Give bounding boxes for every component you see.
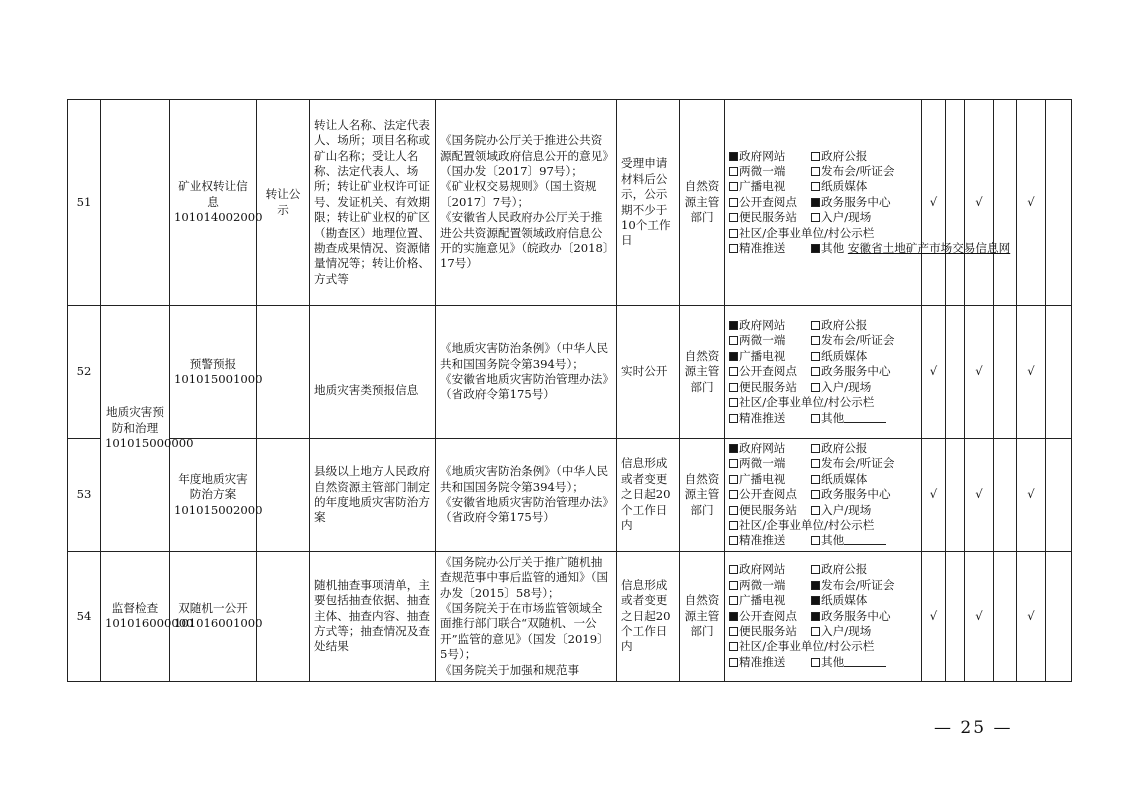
mark-cell: √ (922, 306, 946, 439)
empty-box-icon (729, 182, 738, 191)
channel-label: 公开查阅点 (739, 194, 797, 209)
mark-cell (994, 100, 1017, 306)
mark-cell: √ (922, 551, 946, 681)
department-cell: 自然资源主管部门 (680, 100, 725, 306)
channel-label: 便民服务站 (739, 502, 797, 517)
content-cell: 随机抽查事项清单，主要包括抽查依据、抽查主体、抽查内容、抽查方式等；抽查情况及查处结果 (310, 551, 436, 681)
sub-item-cell (257, 306, 310, 439)
mark-cell (1046, 100, 1072, 306)
mark-cell: √ (1017, 439, 1046, 552)
empty-box-icon (811, 367, 820, 376)
channel-row (729, 609, 917, 624)
channel-row (729, 333, 917, 348)
channel-option-broadcast (729, 472, 811, 487)
empty-box-icon (811, 213, 820, 222)
channels-cell (725, 551, 922, 681)
channel-option-other (811, 533, 886, 548)
channel-row (729, 593, 917, 608)
empty-box-icon (729, 627, 738, 636)
channel-label: 广播电视 (739, 471, 786, 486)
channel-label: 公开查阅点 (739, 608, 797, 623)
channel-label: 广播电视 (739, 179, 786, 194)
channel-label: 社区/企事业单位/村公示栏 (739, 225, 875, 240)
empty-box-icon (729, 336, 738, 345)
channel-label: 广播电视 (739, 348, 786, 363)
page-number: — 25 — (934, 718, 1013, 738)
channels-cell (725, 439, 922, 552)
channel-label: 发布会/听证会 (821, 577, 895, 592)
item-cell: 预警预报 101015001000 (170, 306, 257, 439)
empty-box-icon (729, 383, 738, 392)
channel-label: 政府公报 (821, 441, 868, 455)
checked-box-icon (811, 244, 820, 253)
channel-option-press (811, 456, 894, 471)
mark-cell: √ (1017, 306, 1046, 439)
channel-label: 纸质媒体 (821, 593, 868, 608)
channel-label: 两微一端 (739, 577, 786, 592)
department-cell: 自然资源主管部门 (680, 439, 725, 552)
channel-label: 政府网站 (739, 562, 786, 577)
channel-label: 公开查阅点 (739, 487, 797, 502)
channel-label: 政务服务中心 (821, 194, 891, 209)
empty-box-icon (729, 565, 738, 574)
empty-box-icon (811, 167, 820, 176)
channel-row (729, 226, 917, 241)
legal-basis-cell: 《国务院办公厅关于推广随机抽查规范事中事后监管的通知》（国办发〔2015〕58号）； 《国务院关于在市场监管领域全面推行部门联合“双随机、一公开”监管的意见》（国发〔2019〕5号）； 《国务院关于加强和规范事 (436, 551, 617, 681)
channel-option-convenience (729, 210, 811, 225)
channel-label: 发布会/听证会 (821, 163, 895, 178)
channel-label: 公开查阅点 (739, 364, 797, 379)
channel-label: 其他 (821, 654, 845, 669)
channel-option-press (811, 164, 894, 179)
empty-box-icon (811, 182, 820, 191)
empty-box-icon (811, 321, 820, 330)
sub-item-cell (257, 439, 310, 552)
channel-row (729, 210, 917, 225)
empty-box-icon (811, 414, 820, 423)
blank-line (844, 412, 886, 423)
channel-option-press (811, 578, 894, 593)
channel-option-paper (811, 179, 867, 194)
channel-label: 其他 (821, 241, 845, 256)
channel-row (729, 395, 917, 410)
checked-box-icon (729, 352, 738, 361)
checked-box-icon (811, 596, 820, 605)
channel-label: 政务服务中心 (821, 608, 891, 623)
channel-label: 纸质媒体 (821, 179, 868, 194)
mark-cell: √ (922, 439, 946, 552)
channel-option-community (729, 639, 874, 654)
channel-option-service-center (811, 487, 891, 502)
channel-option-door (811, 503, 871, 518)
empty-box-icon (811, 475, 820, 484)
table-row (68, 100, 1072, 306)
blank-line (844, 656, 886, 667)
empty-box-icon (729, 414, 738, 423)
mark-cell (994, 306, 1017, 439)
channel-option-gov-site (729, 441, 811, 456)
channel-label: 便民服务站 (739, 379, 797, 394)
empty-box-icon (811, 444, 820, 453)
channel-option-gov-bulletin (811, 562, 867, 577)
channel-row (729, 349, 917, 364)
content-cell: 转让人名称、法定代表人、场所；项目名称或矿山名称；受让人名称、法定代表人、场所；转让矿业权许可证号、发证机关、有效期限；转让矿业权的矿区（勘查区）地理位置、勘查成果情况、资源储量情况等；转让价格、方式等 (310, 100, 436, 306)
channel-option-gov-site (729, 562, 811, 577)
channel-label: 政府公报 (821, 148, 868, 163)
channel-option-precise (729, 241, 811, 256)
channel-row (729, 380, 917, 395)
empty-box-icon (729, 581, 738, 590)
channel-option-broadcast (729, 593, 811, 608)
department-cell: 自然资源主管部门 (680, 306, 725, 439)
channel-option-reading (729, 609, 811, 624)
checked-box-icon (729, 612, 738, 621)
channel-row (729, 364, 917, 379)
channel-label: 入户/现场 (821, 624, 872, 639)
category-cell-supervision: 监督检查 101016000000 (101, 551, 170, 681)
channel-option-service-center (811, 609, 891, 624)
empty-box-icon (729, 459, 738, 468)
checked-box-icon (811, 198, 820, 207)
channel-option-reading (729, 195, 811, 210)
item-cell: 双随机一公开 101016001000 (170, 551, 257, 681)
time-limit-cell: 受理申请材料后公示，公示期不少于10个工作日 (617, 100, 680, 306)
channel-option-broadcast (729, 349, 811, 364)
channel-option-precise (729, 533, 811, 548)
empty-box-icon (811, 352, 820, 361)
channel-label: 发布会/听证会 (821, 333, 895, 348)
channel-option-door (811, 210, 871, 225)
channel-row (729, 149, 917, 164)
channel-label: 社区/企事业单位/村公示栏 (739, 639, 875, 654)
channel-option-paper (811, 593, 867, 608)
mark-cell: √ (965, 439, 994, 552)
channel-option-paper (811, 349, 867, 364)
channel-label: 政府网站 (739, 148, 786, 163)
time-limit-cell: 信息形成或者变更之日起20个工作日内 (617, 439, 680, 552)
channel-row (729, 562, 917, 577)
channel-option-precise (729, 655, 811, 670)
row-number: 54 (68, 551, 101, 681)
empty-box-icon (811, 459, 820, 468)
empty-box-icon (811, 627, 820, 636)
mark-cell (1046, 439, 1072, 552)
empty-box-icon (811, 658, 820, 667)
legal-basis-cell: 《地质灾害防治条例》（中华人民共和国国务院令第394号）； 《安徽省地质灾害防治管理办法》（省政府令第175号） (436, 306, 617, 439)
empty-box-icon (729, 521, 738, 530)
channel-option-convenience (729, 503, 811, 518)
channel-option-gov-bulletin (811, 441, 867, 456)
channel-row (729, 164, 917, 179)
sub-item-cell (257, 551, 310, 681)
channel-option-two-micro (729, 578, 811, 593)
channel-option-door (811, 380, 871, 395)
empty-box-icon (811, 565, 820, 574)
table-row (68, 439, 1072, 552)
channel-option-gov-site (729, 149, 811, 164)
channel-option-convenience (729, 380, 811, 395)
channel-label: 广播电视 (739, 593, 786, 608)
channel-option-other (811, 241, 1010, 256)
channel-label: 精准推送 (739, 241, 786, 256)
table-row (68, 306, 1072, 439)
mark-cell (946, 439, 965, 552)
empty-box-icon (729, 490, 738, 499)
channel-label: 入户/现场 (821, 210, 872, 225)
channel-option-community (729, 518, 874, 533)
sub-item-cell: 转让公示 (257, 100, 310, 306)
empty-box-icon (811, 152, 820, 161)
channel-option-gov-bulletin (811, 149, 867, 164)
mark-cell (946, 100, 965, 306)
channel-option-precise (729, 411, 811, 426)
channel-row (729, 503, 917, 518)
channel-label: 政务服务中心 (821, 364, 891, 379)
empty-box-icon (811, 536, 820, 545)
empty-box-icon (729, 244, 738, 253)
checked-box-icon (729, 444, 738, 453)
checked-box-icon (811, 581, 820, 590)
category-cell-geo: 地质灾害预防和治理 101015000000 (101, 306, 170, 552)
other-channel-text: 安徽省土地矿产市场交易信息网 (847, 241, 1011, 256)
channel-option-service-center (811, 195, 891, 210)
channel-option-other (811, 411, 886, 426)
mark-cell (994, 551, 1017, 681)
channel-row (729, 441, 917, 456)
channel-label: 政府网站 (739, 318, 786, 333)
checked-box-icon (811, 612, 820, 621)
mark-cell: √ (965, 100, 994, 306)
empty-box-icon (811, 336, 820, 345)
row-number: 52 (68, 306, 101, 439)
channel-option-door (811, 624, 871, 639)
channel-row (729, 472, 917, 487)
category-cell-empty (101, 100, 170, 306)
content-cell: 地质灾害类预报信息 (310, 306, 436, 439)
checked-box-icon (729, 321, 738, 330)
empty-box-icon (729, 198, 738, 207)
channel-label: 社区/企事业单位/村公示栏 (739, 395, 875, 410)
channel-label: 精准推送 (739, 410, 786, 425)
channel-option-community (729, 395, 874, 410)
empty-box-icon (729, 475, 738, 484)
channel-row (729, 518, 917, 533)
channel-label: 政府网站 (739, 441, 786, 455)
channel-label: 其他 (821, 410, 845, 425)
channel-label: 社区/企事业单位/村公示栏 (739, 518, 875, 533)
channel-label: 两微一端 (739, 163, 786, 178)
empty-box-icon (729, 506, 738, 515)
empty-box-icon (729, 658, 738, 667)
channel-label: 两微一端 (739, 333, 786, 348)
mark-cell: √ (965, 551, 994, 681)
empty-box-icon (729, 167, 738, 176)
empty-box-icon (729, 642, 738, 651)
time-limit-cell: 实时公开 (617, 306, 680, 439)
channel-row (729, 624, 917, 639)
channel-option-other (811, 655, 886, 670)
department-cell: 自然资源主管部门 (680, 551, 725, 681)
channel-option-reading (729, 364, 811, 379)
mark-cell (946, 551, 965, 681)
empty-box-icon (729, 398, 738, 407)
channels-cell (725, 306, 922, 439)
channel-row (729, 456, 917, 471)
channel-label: 两微一端 (739, 456, 786, 471)
channel-label: 政府公报 (821, 562, 868, 577)
table-row (68, 551, 1072, 681)
channel-label: 政务服务中心 (821, 487, 891, 502)
mark-cell: √ (1017, 100, 1046, 306)
channel-label: 政府公报 (821, 318, 868, 333)
channel-row (729, 487, 917, 502)
channel-label: 其他 (821, 533, 845, 548)
empty-box-icon (811, 383, 820, 392)
empty-box-icon (729, 367, 738, 376)
channel-option-press (811, 333, 894, 348)
item-cell: 矿业权转让信息 101014002000 (170, 100, 257, 306)
mark-cell (1046, 551, 1072, 681)
channel-option-gov-bulletin (811, 318, 867, 333)
channel-label: 纸质媒体 (821, 348, 868, 363)
channel-option-paper (811, 472, 867, 487)
channels-cell (725, 100, 1011, 306)
channel-row (729, 533, 917, 548)
checked-box-icon (729, 152, 738, 161)
mark-cell (1046, 306, 1072, 439)
empty-box-icon (729, 213, 738, 222)
empty-box-icon (811, 506, 820, 515)
blank-line (844, 534, 886, 545)
channel-label: 精准推送 (739, 533, 786, 548)
channel-row (729, 241, 1011, 256)
channel-row (729, 411, 917, 426)
empty-box-icon (729, 229, 738, 238)
channel-option-two-micro (729, 333, 811, 348)
channel-option-community (729, 226, 874, 241)
channel-row (729, 195, 917, 210)
mark-cell (994, 439, 1017, 552)
disclosure-table (67, 99, 1072, 682)
row-number: 53 (68, 439, 101, 552)
channel-label: 纸质媒体 (821, 471, 868, 486)
channel-option-reading (729, 487, 811, 502)
empty-box-icon (729, 536, 738, 545)
channel-label: 便民服务站 (739, 624, 797, 639)
channel-option-broadcast (729, 179, 811, 194)
channel-label: 精准推送 (739, 654, 786, 669)
empty-box-icon (729, 596, 738, 605)
mark-cell (946, 306, 965, 439)
channel-row (729, 318, 917, 333)
row-number: 51 (68, 100, 101, 306)
channel-label: 便民服务站 (739, 210, 797, 225)
channel-row (729, 655, 917, 670)
channel-label: 入户/现场 (821, 379, 872, 394)
channel-option-two-micro (729, 164, 811, 179)
item-cell: 年度地质灾害防治方案 101015002000 (170, 439, 257, 552)
mark-cell: √ (922, 100, 946, 306)
empty-box-icon (811, 490, 820, 499)
channel-row (729, 578, 917, 593)
time-limit-cell: 信息形成或者变更之日起20个工作日内 (617, 551, 680, 681)
legal-basis-cell: 《国务院办公厅关于推进公共资源配置领域政府信息公开的意见》（国办发〔2017〕97号）； 《矿业权交易规则》（国土资规〔2017〕7号）； 《安徽省人民政府办公厅关于推进公共资源配置领域政府信息公开的实施意见》（皖政办〔2018〕17号） (436, 100, 617, 306)
channel-option-service-center (811, 364, 891, 379)
channel-option-two-micro (729, 456, 811, 471)
channel-label: 发布会/听证会 (821, 456, 895, 471)
channel-row (729, 639, 917, 654)
legal-basis-cell: 《地质灾害防治条例》（中华人民共和国国务院令第394号）； 《安徽省地质灾害防治管理办法》（省政府令第175号） (436, 439, 617, 552)
mark-cell: √ (1017, 551, 1046, 681)
mark-cell: √ (965, 306, 994, 439)
channel-row (729, 179, 917, 194)
channel-option-gov-site (729, 318, 811, 333)
channel-label: 入户/现场 (821, 502, 872, 517)
channel-option-convenience (729, 624, 811, 639)
content-cell: 县级以上地方人民政府自然资源主管部门制定的年度地质灾害防治方案 (310, 439, 436, 552)
